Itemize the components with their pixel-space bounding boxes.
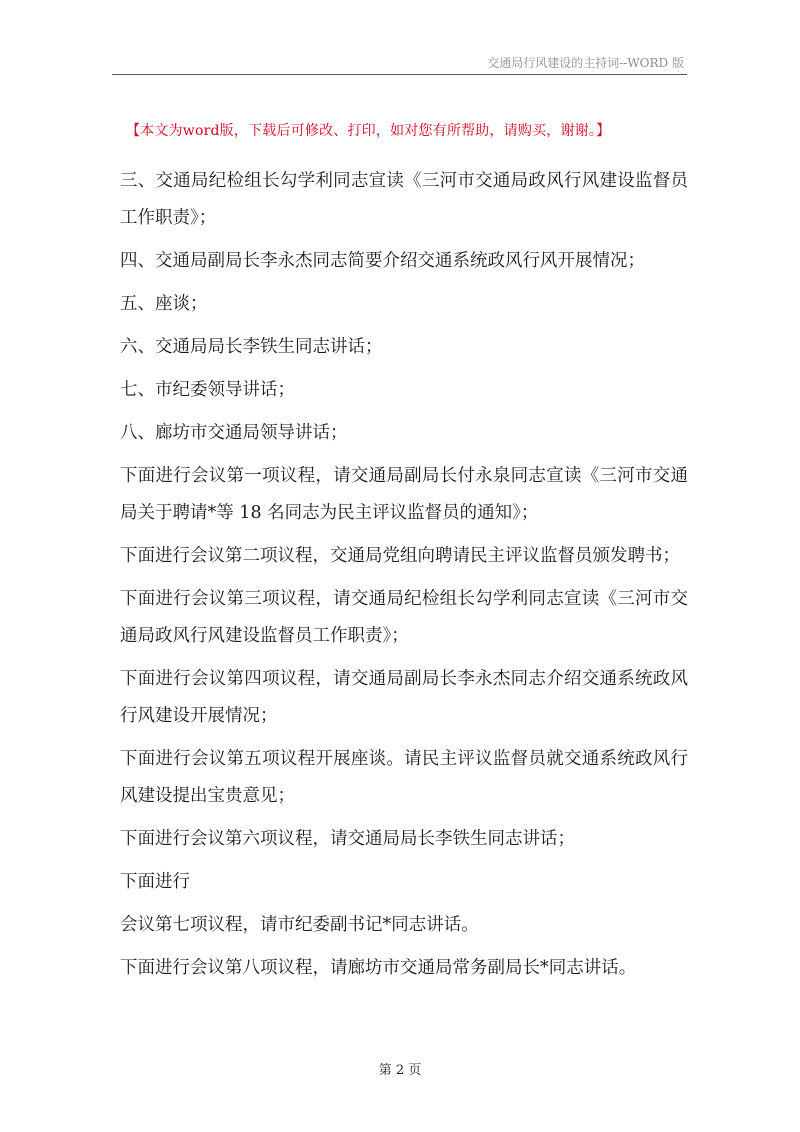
paragraph: 六、交通局局长李铁生同志讲话；: [120, 337, 383, 357]
paragraph: 八、廊坊市交通局领导讲话；: [120, 423, 348, 443]
page-number: 第 2 页: [378, 1063, 422, 1078]
paragraph: 下面进行会议第二项议程，交通局党组向聘请民主评议监督员颁发聘书；: [120, 546, 680, 566]
paragraph: 下面进行会议第三项议程，请交通局纪检组长勾学利同志宣读《三河市交通局政风行风建设监督员工作职责》；: [120, 589, 688, 646]
paragraph: 下面进行会议第四项议程，请交通局副局长李永杰同志介绍交通系统政风行风建设开展情况；: [120, 669, 688, 726]
paragraph: 五、座谈；: [120, 294, 208, 314]
header-divider: [112, 74, 687, 75]
running-header: 交通局行风建设的主持词--WORD 版: [487, 56, 684, 70]
purchase-notice: 【本文为word版，下载后可修改、打印，如对您有所帮助，请购买，谢谢。】: [126, 123, 611, 139]
paragraph: 下面进行会议第六项议程，请交通局局长李铁生同志讲话；: [120, 829, 575, 849]
paragraph: 下面进行会议第一项议程，请交通局副局长付永泉同志宣读《三河市交通局关于聘请*等 18 名同志为民主评议监督员的通知》；: [120, 466, 688, 523]
paragraph: 下面进行会议第五项议程开展座谈。请民主评议监督员就交通系统政风行风建设提出宝贵意见；: [120, 749, 688, 806]
paragraph: 四、交通局副局长李永杰同志简要介绍交通系统政风行风开展情况；: [120, 251, 645, 271]
paragraph: 会议第七项议程，请市纪委副书记*同志讲话。: [120, 915, 479, 935]
paragraph: 三、交通局纪检组长勾学利同志宣读《三河市交通局政风行风建设监督员工作职责》；: [120, 171, 688, 228]
paragraph: 下面进行: [120, 872, 190, 892]
paragraph: 七、市纪委领导讲话；: [120, 380, 295, 400]
document-body: [120, 163, 688, 987]
paragraph: 下面进行会议第八项议程，请廊坊市交通局常务副局长*同志讲话。: [120, 958, 637, 978]
